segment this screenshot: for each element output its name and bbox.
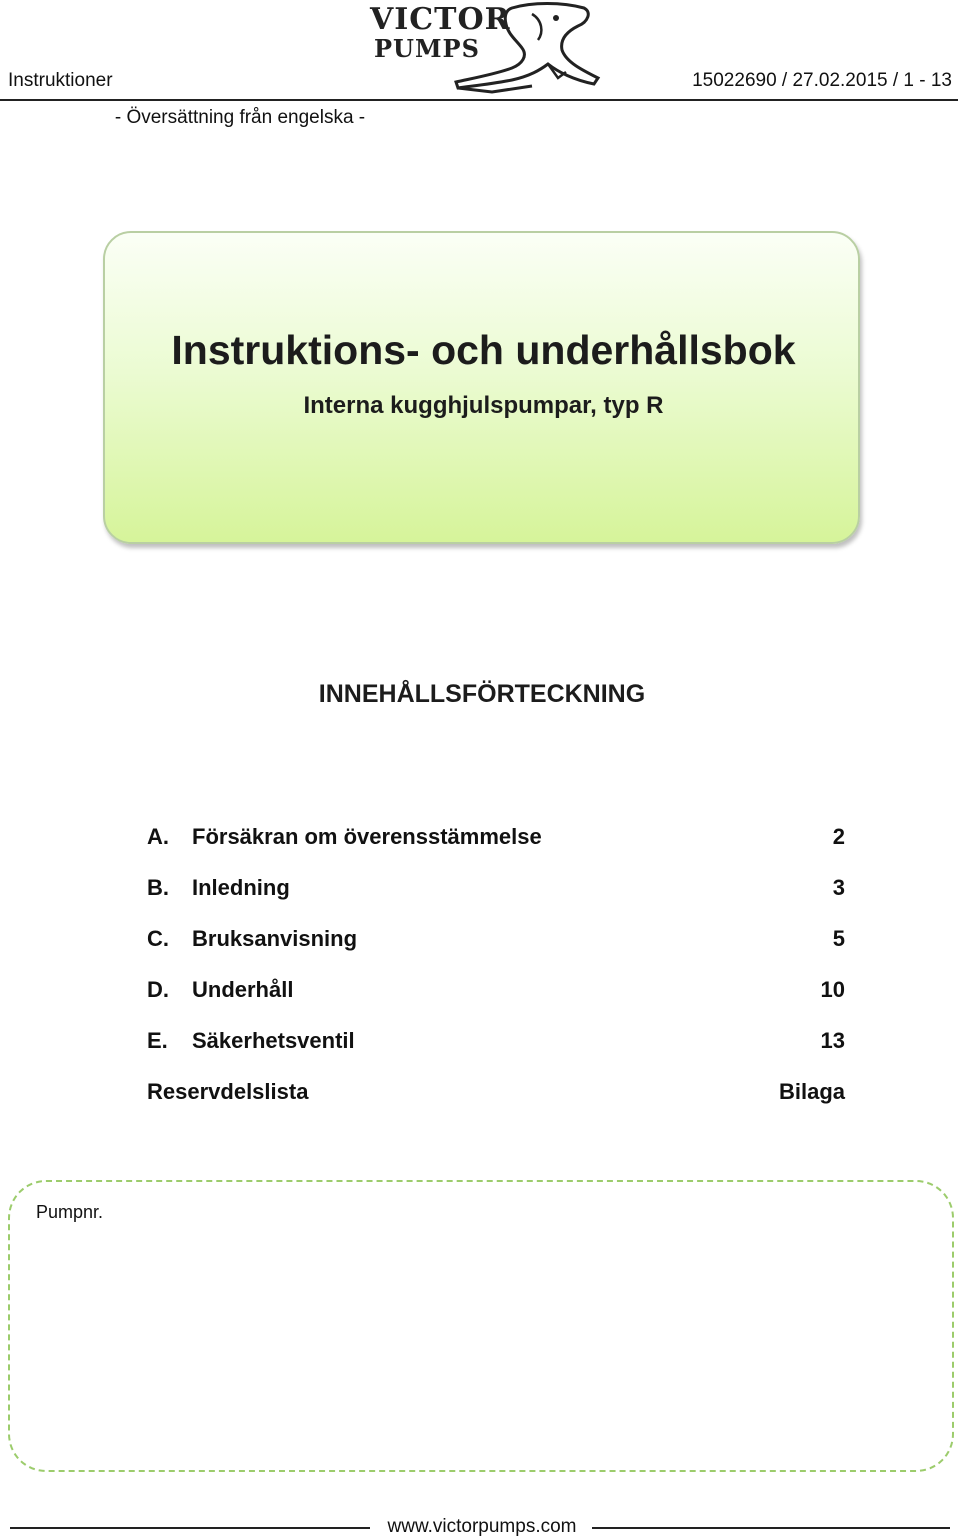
- toc-letter: D.: [147, 977, 169, 1002]
- toc-label: Säkerhetsventil: [192, 1028, 355, 1053]
- title-box: [103, 231, 860, 544]
- toc-letter: E.: [147, 1028, 168, 1053]
- toc-row-appendix[interactable]: [147, 1079, 845, 1130]
- header-document-ref: 15022690 / 27.02.2015 / 1 - 13: [692, 70, 952, 91]
- toc-page: 10: [820, 977, 845, 1002]
- toc-label: Försäkran om överensstämmelse: [192, 824, 542, 849]
- toc-page: 13: [820, 1028, 845, 1053]
- logo-line-victor: VICTOR: [370, 2, 511, 37]
- toc-row[interactable]: [147, 824, 845, 875]
- logo-line-pumps: PUMPS: [374, 34, 480, 63]
- victor-pumps-logo: [362, 0, 602, 96]
- toc-page: 2: [832, 824, 845, 849]
- toc-row[interactable]: [147, 926, 845, 977]
- toc-page: Bilaga: [778, 1079, 845, 1104]
- toc-page: 3: [832, 875, 845, 900]
- toc-label: Underhåll: [192, 977, 294, 1002]
- toc-label: Bruksanvisning: [192, 926, 358, 951]
- document-subtitle: Interna kugghjulspumpar, typ R: [303, 392, 664, 419]
- pump-number-box: [8, 1180, 954, 1472]
- toc-row[interactable]: [147, 977, 845, 1028]
- translation-note: - Översättning från engelska -: [114, 107, 366, 128]
- toc-row[interactable]: [147, 875, 845, 926]
- toc-label: Reservdelslista: [147, 1079, 309, 1104]
- toc-heading: INNEHÅLLSFÖRTECKNING: [318, 680, 646, 708]
- toc-letter: A.: [147, 824, 169, 849]
- toc-letter: B.: [147, 875, 169, 900]
- header-left-text: Instruktioner: [8, 70, 113, 91]
- header-rule: [0, 99, 958, 101]
- toc-row[interactable]: [147, 1028, 845, 1079]
- toc-label: Inledning: [192, 875, 290, 900]
- pump-number-label: Pumpnr.: [36, 1202, 104, 1222]
- footer-website-link[interactable]: www.victorpumps.com: [387, 1516, 577, 1537]
- table-of-contents: [147, 824, 845, 1130]
- toc-letter: C.: [147, 926, 169, 951]
- document-title: Instruktions- och underhållsbok: [171, 327, 796, 373]
- toc-page: 5: [832, 926, 845, 951]
